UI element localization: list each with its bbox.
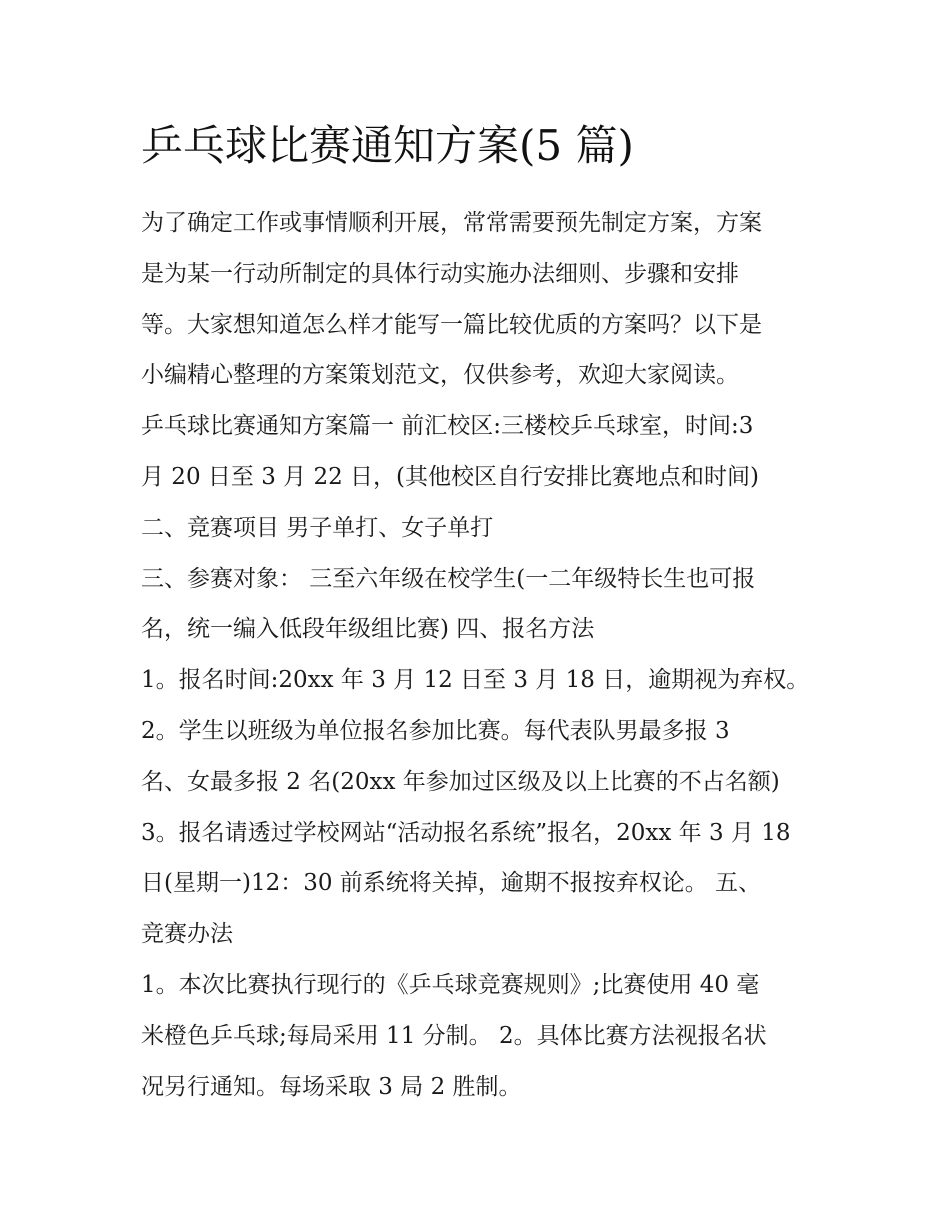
paragraph-line: 3。报名请透过学校网站“活动报名系统”报名，20xx 年 3 月 18	[141, 819, 791, 846]
paragraph-line: 名、女最多报 2 名(20xx 年参加过区级及以上比赛的不占名额)	[141, 768, 780, 795]
paragraph-line: 日(星期一)12：30 前系统将关掉，逾期不报按弃权论。 五、	[141, 870, 762, 897]
paragraph-line: 月 20 日至 3 月 22 日，(其他校区自行安排比赛地点和时间)	[141, 463, 759, 490]
paragraph-line: 竞赛办法	[141, 921, 233, 948]
paragraph-line: 二、竞赛项目 男子单打、女子单打	[141, 514, 494, 541]
paragraph-line: 1。本次比赛执行现行的《乒乓球竞赛规则》;比赛使用 40 毫	[141, 971, 760, 998]
document-title: 乒乓球比赛通知方案(5 篇)	[141, 121, 634, 170]
paragraph-line: 1。报名时间:20xx 年 3 月 12 日至 3 月 18 日，逾期视为弃权。	[141, 667, 810, 694]
paragraph-line: 况另行通知。每场采取 3 局 2 胜制。	[141, 1073, 522, 1100]
paragraph-line: 名，统一编入低段年级组比赛) 四、报名方法	[141, 616, 595, 643]
paragraph-line: 等。大家想知道怎么样才能写一篇比较优质的方案吗？以下是	[141, 311, 762, 338]
paragraph-line: 是为某一行动所制定的具体行动实施办法细则、步骤和安排	[141, 260, 739, 287]
paragraph-line: 三、参赛对象： 三至六年级在校学生(一二年级特长生也可报	[141, 565, 756, 592]
paragraph-line: 乒乓球比赛通知方案篇一 前汇校区:三楼校乒乓球室，时间:3	[141, 413, 754, 440]
paragraph-line: 米橙色乒乓球;每局采用 11 分制。 2。具体比赛方法视报名状	[141, 1022, 767, 1049]
paragraph-line: 小编精心整理的方案策划范文，仅供参考，欢迎大家阅读。	[141, 362, 739, 389]
paragraph-line: 为了确定工作或事情顺利开展，常常需要预先制定方案，方案	[141, 210, 762, 236]
document-body	[141, 198, 821, 1112]
paragraph-line: 2。学生以班级为单位报名参加比赛。每代表队男最多报 3	[141, 717, 730, 744]
